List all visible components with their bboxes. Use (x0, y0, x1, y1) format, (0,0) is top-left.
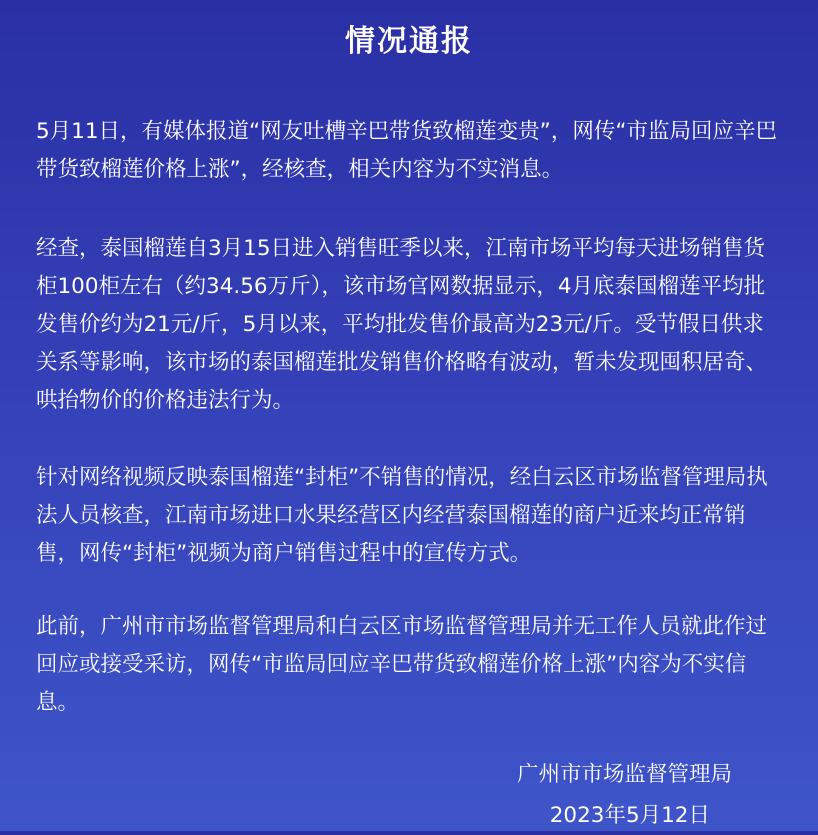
signature-organization: 广州市市场监督管理局 (516, 762, 732, 787)
paragraph-sealed-container: 针对网络视频反映泰国榴莲“封柜”不销售的情况，经白云区市场监督管理局执法人员核查，江南市场进口水果经营区内经营泰国榴莲的商户近来均正常销售，网传“封柜”视频为商户销售过程中的宣传方式。 (36, 465, 768, 566)
paragraph-investigation: 经查，泰国榴莲自3月15日进入销售旺季以来，江南市场平均每天进场销售货柜100柜左右（约34.56万斤），该市场官网数据显示，4月底泰国榴莲平均批发售价约为21元/斤，5月以来，平均批发售价最高为23元/斤。受节假日供求关系等影响，该市场的泰国榴莲批发销售价格略有波动，暂未发现囤积居奇、哄抬物价的价格违法行为。 (36, 236, 768, 413)
paragraph-media-report: 5月11日，有媒体报道“网友吐槽辛巴带货致榴莲变贵”，网传“市监局回应辛巴带货致榴莲价格上涨”，经核查，相关内容为不实消息。 (36, 119, 777, 182)
paragraph-clarification: 此前，广州市市场监督管理局和白云区市场监督管理局并无工作人员就此作过回应或接受采访，网传“市监局回应辛巴带货致榴莲价格上涨”内容为不实信息。 (36, 614, 768, 715)
notice-title: 情况通报 (345, 24, 473, 59)
signature-date: 2023年5月12日 (549, 803, 710, 828)
